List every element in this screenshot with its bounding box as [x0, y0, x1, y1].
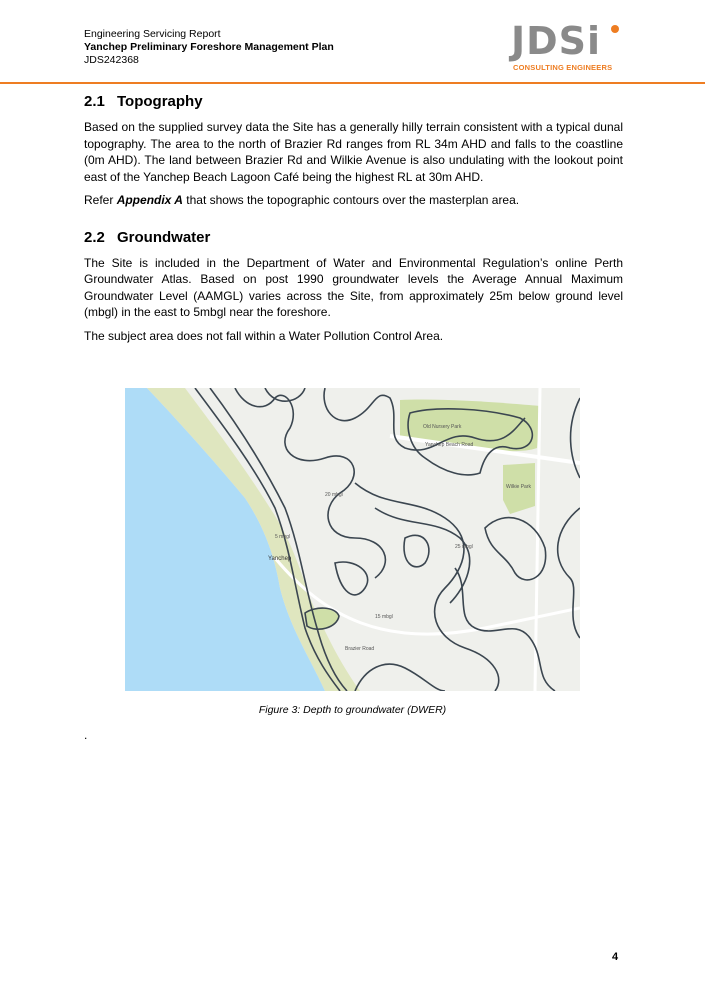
logo-dot-icon [611, 25, 619, 33]
paragraph: The subject area does not fall within a Water Pollution Control Area. [84, 328, 444, 343]
road-label: Yanchep Beach Road [425, 442, 474, 448]
document-header [84, 28, 334, 67]
section-title: Groundwater [117, 228, 211, 246]
appendix-link: Appendix A [116, 193, 183, 207]
contour-label: 5 mbgl [275, 534, 291, 540]
paragraph: The Site is included in the Department of Water and Environmental Regulation’s online Perth Groundwater Atlas. Based on post 1990 groundwater levels the Average Annual Maximum Groundwater Level (AAMGL) varies across the Site, from approximately 25m below ground level (mbgl) in the east to 5mbgl near the foreshore. [84, 255, 623, 319]
page-body [84, 90, 623, 351]
map-svg [125, 388, 580, 691]
section-groundwater [84, 229, 623, 345]
company-logo [511, 19, 623, 74]
section-title: Topography [117, 93, 203, 110]
project-title: Yanchep Preliminary Foreshore Management Plan [84, 41, 334, 53]
section-topography [84, 93, 623, 209]
header-divider [0, 82, 705, 84]
paragraph: Based on the supplied survey data the Site has a generally hilly terrain consistent with a typical dunal topography. The area to the north of Brazier Rd ranges from RL 34m AHD and falls to the coastline (0m AHD). The land between Brazier Rd and Wilkie Avenue is also undulating with the lookout point east of the Yanchep Beach Lagoon Café being the highest RL at 30m AHD. [84, 120, 623, 184]
report-type: Engineering Servicing Report [84, 28, 221, 40]
section-number: 2.1 [84, 93, 105, 110]
figure-caption: Figure 3: Depth to groundwater (DWER) [258, 704, 447, 716]
refer-suffix: that shows the topographic contours over the masterplan area. [182, 193, 520, 207]
road-label: Brazier Road [345, 646, 375, 652]
groundwater-map-figure [125, 388, 580, 691]
section-number: 2.2 [84, 228, 105, 246]
logo-mark: JDSi [511, 19, 602, 63]
contour-label: 15 mbgl [375, 614, 393, 620]
section-heading [84, 229, 623, 247]
park-label: Old Nursery Park [423, 424, 462, 430]
trailing-mark: . [84, 728, 88, 742]
park-label: Wilkie Park [506, 484, 532, 490]
project-number: JDS242368 [84, 54, 139, 66]
town-label: Yanchep [268, 556, 292, 562]
refer-prefix: Refer [84, 193, 117, 207]
contour-label: 20 mbgl [325, 492, 343, 498]
section-heading [84, 93, 623, 111]
logo-tagline: CONSULTING ENGINEERS [513, 63, 613, 72]
contour-label: 25 mbgl [455, 544, 473, 550]
appendix-reference [84, 192, 623, 209]
page-number: 4 [612, 951, 619, 963]
